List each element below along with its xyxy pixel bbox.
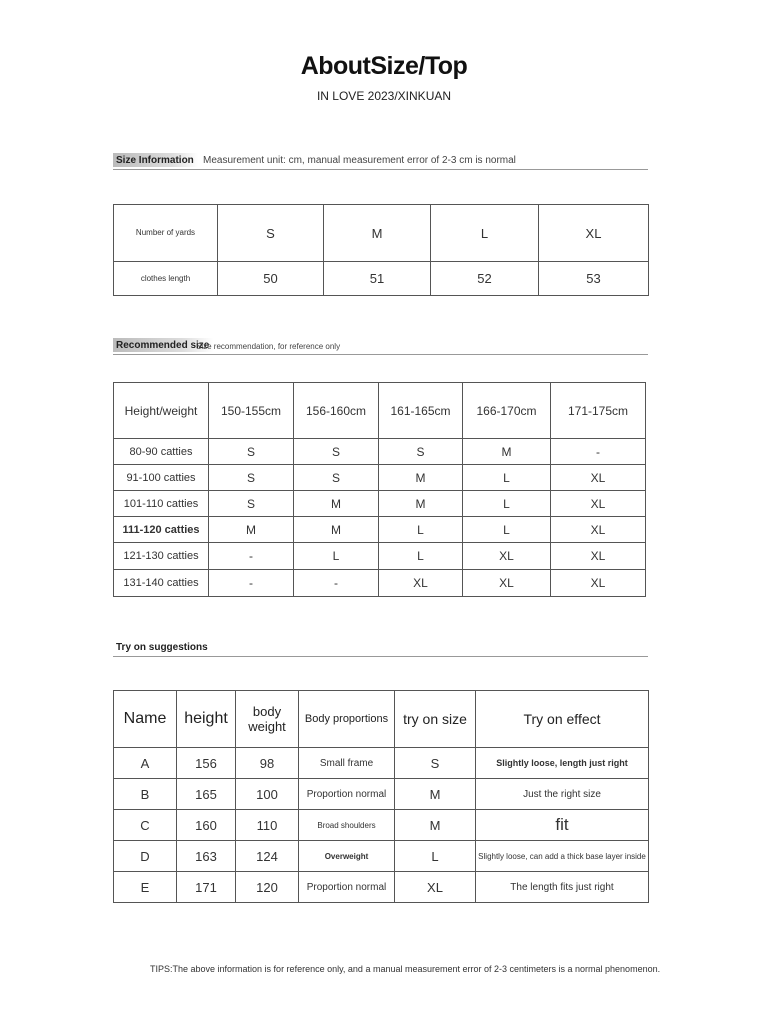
person-weight-cell: 110 [236,810,299,841]
table-row [114,465,646,491]
clothes-length-label: clothes length [114,262,218,296]
effect-cell: The length fits just right [476,872,649,903]
size-cell: S [209,439,294,465]
height-header-cell: 171-175cm [551,383,646,439]
height-header-cell: 161-165cm [379,383,463,439]
page-title: AboutSize/Top [300,52,468,80]
person-name-cell: D [114,841,177,872]
size-cell: S [294,465,379,491]
size-info-note: Measurement unit: cm, manual measurement error of 2-3 cm is normal [203,155,516,166]
effect-cell: Slightly loose, length just right [476,748,649,779]
size-cell: M [209,517,294,543]
size-cell: L [463,517,551,543]
size-cell: XL [551,517,646,543]
length-value-cell: 50 [218,262,324,296]
proportion-cell: Broad shoulders [299,810,395,841]
table-row [114,748,649,779]
size-cell: L [379,543,463,570]
size-cell: XL [551,465,646,491]
person-height-cell: 163 [177,841,236,872]
size-cell: M [294,491,379,517]
height-header: height [177,691,236,748]
try-on-table [113,690,649,903]
size-cell: S [294,439,379,465]
try-on-effect-header: Try on effect [476,691,649,748]
effect-cell: fit [476,810,649,841]
effect-cell: Just the right size [476,779,649,810]
size-cell: XL [463,570,551,597]
person-name-cell: B [114,779,177,810]
size-header-cell: S [218,205,324,262]
table-row [114,262,649,296]
size-cell: - [551,439,646,465]
table-row [114,543,646,570]
size-info-tag: Size Information [113,153,198,167]
size-cell: M [395,810,476,841]
tips-note: TIPS:The above information is for reference only, and a manual measurement error of 2-3 centimeters is a normal phenomenon. [150,964,661,974]
size-cell: XL [463,543,551,570]
size-header-cell: XL [539,205,649,262]
size-cell: M [294,517,379,543]
body-weight-header: body weight [236,691,299,748]
size-cell: M [379,465,463,491]
proportion-cell: Overweight [299,841,395,872]
length-value-cell: 53 [539,262,649,296]
size-info-header [113,150,648,170]
size-corner-label: Number of yards [114,205,218,262]
table-row [114,491,646,517]
recommended-size-tag: Recommended size [113,338,213,352]
proportion-cell: Proportion normal [299,872,395,903]
size-cell: - [294,570,379,597]
weight-label: 80-90 catties [114,439,209,465]
person-height-cell: 171 [177,872,236,903]
table-row [114,872,649,903]
person-name-cell: A [114,748,177,779]
table-row [114,439,646,465]
height-header-cell: 150-155cm [209,383,294,439]
table-row [114,841,649,872]
size-cell: XL [551,570,646,597]
length-value-cell: 51 [324,262,431,296]
size-information-table [113,204,649,296]
size-cell: M [395,779,476,810]
person-height-cell: 160 [177,810,236,841]
height-weight-corner: Height/weight [114,383,209,439]
recommended-size-header [113,335,648,355]
recommended-size-note: Size recommendation, for reference only [196,342,341,351]
name-header: Name [114,691,177,748]
weight-label: 91-100 catties [114,465,209,491]
person-height-cell: 165 [177,779,236,810]
recommended-size-table [113,382,646,597]
height-header-cell: 156-160cm [294,383,379,439]
table-row [114,810,649,841]
person-weight-cell: 98 [236,748,299,779]
size-cell: XL [379,570,463,597]
size-cell: XL [551,543,646,570]
height-header-cell: 166-170cm [463,383,551,439]
weight-label: 131-140 catties [114,570,209,597]
page-subtitle: IN LOVE 2023/XINKUAN [316,89,452,103]
size-cell: - [209,543,294,570]
try-on-header [113,637,648,657]
size-cell: L [379,517,463,543]
effect-cell: Slightly loose, can add a thick base layer inside [476,841,649,872]
try-on-size-header: try on size [395,691,476,748]
table-row [114,205,649,262]
body-proportions-header: Body proportions [299,691,395,748]
person-name-cell: E [114,872,177,903]
table-row [114,383,646,439]
weight-label: 111-120 catties [114,517,209,543]
proportion-cell: Small frame [299,748,395,779]
weight-label: 101-110 catties [114,491,209,517]
person-weight-cell: 124 [236,841,299,872]
person-name-cell: C [114,810,177,841]
size-cell: L [463,491,551,517]
table-row [114,691,649,748]
person-weight-cell: 100 [236,779,299,810]
size-cell: XL [395,872,476,903]
size-cell: XL [551,491,646,517]
size-header-cell: M [324,205,431,262]
size-header-cell: L [431,205,539,262]
size-cell: L [395,841,476,872]
size-cell: S [209,491,294,517]
person-weight-cell: 120 [236,872,299,903]
size-cell: S [379,439,463,465]
length-value-cell: 52 [431,262,539,296]
weight-label: 121-130 catties [114,543,209,570]
size-cell: M [463,439,551,465]
table-row [114,570,646,597]
size-cell: - [209,570,294,597]
proportion-cell: Proportion normal [299,779,395,810]
size-cell: M [379,491,463,517]
table-row [114,779,649,810]
size-cell: S [395,748,476,779]
size-cell: S [209,465,294,491]
size-cell: L [463,465,551,491]
table-row [114,517,646,543]
size-cell: L [294,543,379,570]
person-height-cell: 156 [177,748,236,779]
try-on-tag: Try on suggestions [116,642,208,653]
